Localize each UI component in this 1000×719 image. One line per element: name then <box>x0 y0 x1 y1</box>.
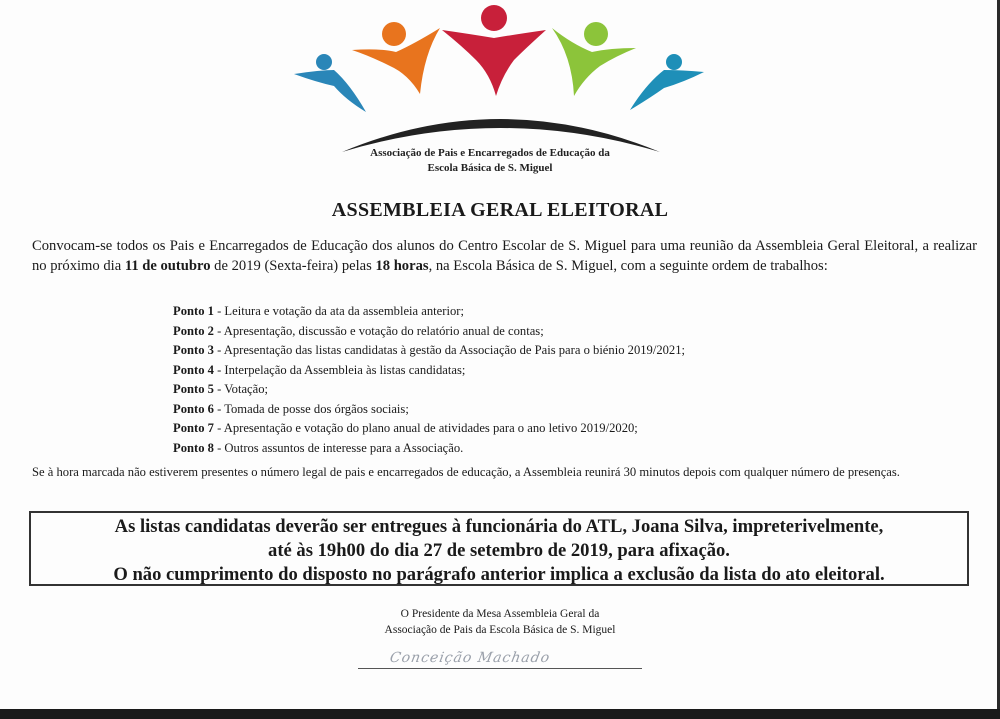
handwritten-signature: Conceição Machado <box>388 650 552 666</box>
agenda-item-label: Ponto 4 <box>173 362 214 377</box>
agenda-item <box>173 400 973 420</box>
signer-title-line1: O Presidente da Mesa Assembleia Geral da <box>400 608 600 620</box>
agenda-item <box>173 341 973 361</box>
intro-date: 11 de outubro <box>124 258 211 274</box>
agenda-item <box>173 322 973 342</box>
logo-figure-red <box>442 5 546 96</box>
org-name-line1: Associação de Pais e Encarregados de Educação da <box>370 147 610 159</box>
agenda-item <box>173 419 973 439</box>
agenda-item-label: Ponto 3 <box>173 343 214 357</box>
agenda-item-label: Ponto 5 <box>173 382 214 396</box>
intro-time: 18 horas <box>375 258 429 274</box>
agenda-item-text: - Tomada de posse dos órgãos sociais; <box>213 401 409 416</box>
agenda-item-text: - Outros assuntos de interesse para a Associação. <box>213 440 464 455</box>
intro-text-2: de 2019 (Sexta-feira) pelas <box>210 258 376 274</box>
signer-title-line2: Associação de Pais da Escola Básica de S. Miguel <box>384 624 616 636</box>
notice-line3: O não cumprimento do disposto no parágrafo anterior implica a exclusão da lista do ato eleitoral. <box>113 564 885 585</box>
association-logo <box>290 4 710 152</box>
agenda-item <box>173 302 973 322</box>
agenda-item-text: - Apresentação e votação do plano anual de atividades para o ano letivo 2019/2020; <box>213 421 638 435</box>
agenda-item <box>173 439 973 459</box>
agenda-item-label: Ponto 7 <box>173 421 214 435</box>
notice-box <box>29 511 969 586</box>
agenda-item-text: - Apresentação, discussão e votação do relatório anual de contas; <box>213 323 544 338</box>
agenda-item-text: - Leitura e votação da ata da assembleia anterior; <box>213 304 464 318</box>
notice-line2: até às 19h00 do dia 27 de setembro de 2019, para afixação. <box>268 540 730 561</box>
intro-text-3: , na Escola Básica de S. Miguel, com a seguinte ordem de trabalhos: <box>428 258 828 274</box>
signature-line <box>358 668 642 669</box>
agenda-item <box>173 380 973 400</box>
org-name-line2: Escola Básica de S. Miguel <box>427 162 553 174</box>
agenda-item-label: Ponto 2 <box>173 323 214 338</box>
quorum-note: Se à hora marcada não estiverem presentes o número legal de pais e encarregados de educação, a Assembleia reunirá 30 minutos depois com qualquer número de presenças. <box>32 465 900 479</box>
agenda-item-text: - Votação; <box>213 382 269 396</box>
agenda-item-label: Ponto 8 <box>173 440 214 455</box>
scan-edge-bottom <box>0 709 1000 719</box>
agenda-item-text: - Interpelação da Assembleia às listas candidatas; <box>213 362 466 377</box>
agenda-item <box>173 361 973 381</box>
agenda-list <box>173 302 973 458</box>
agenda-item-text: - Apresentação das listas candidatas à gestão da Associação de Pais para o biénio 2019/2021; <box>213 343 686 357</box>
logo-figure-blue-right <box>630 54 704 110</box>
intro-paragraph <box>32 236 977 276</box>
logo-figure-blue-left <box>294 54 366 112</box>
document-title: ASSEMBLEIA GERAL ELEITORAL <box>331 199 669 221</box>
notice-line1: As listas candidatas deverão ser entregues à funcionária do ATL, Joana Silva, impreterivelmente, <box>114 516 884 537</box>
intro-text-1: Convocam-se todos os Pais e Encarregados de Educação dos alunos do Centro Escolar de S. Miguel para uma reunião da Assembleia Geral Eleitoral, a realizar no próximo dia <box>32 238 977 274</box>
agenda-item-label: Ponto 6 <box>173 401 214 416</box>
agenda-item-label: Ponto 1 <box>173 304 214 318</box>
logo-figure-green <box>552 22 636 96</box>
logo-figure-orange <box>352 22 440 94</box>
